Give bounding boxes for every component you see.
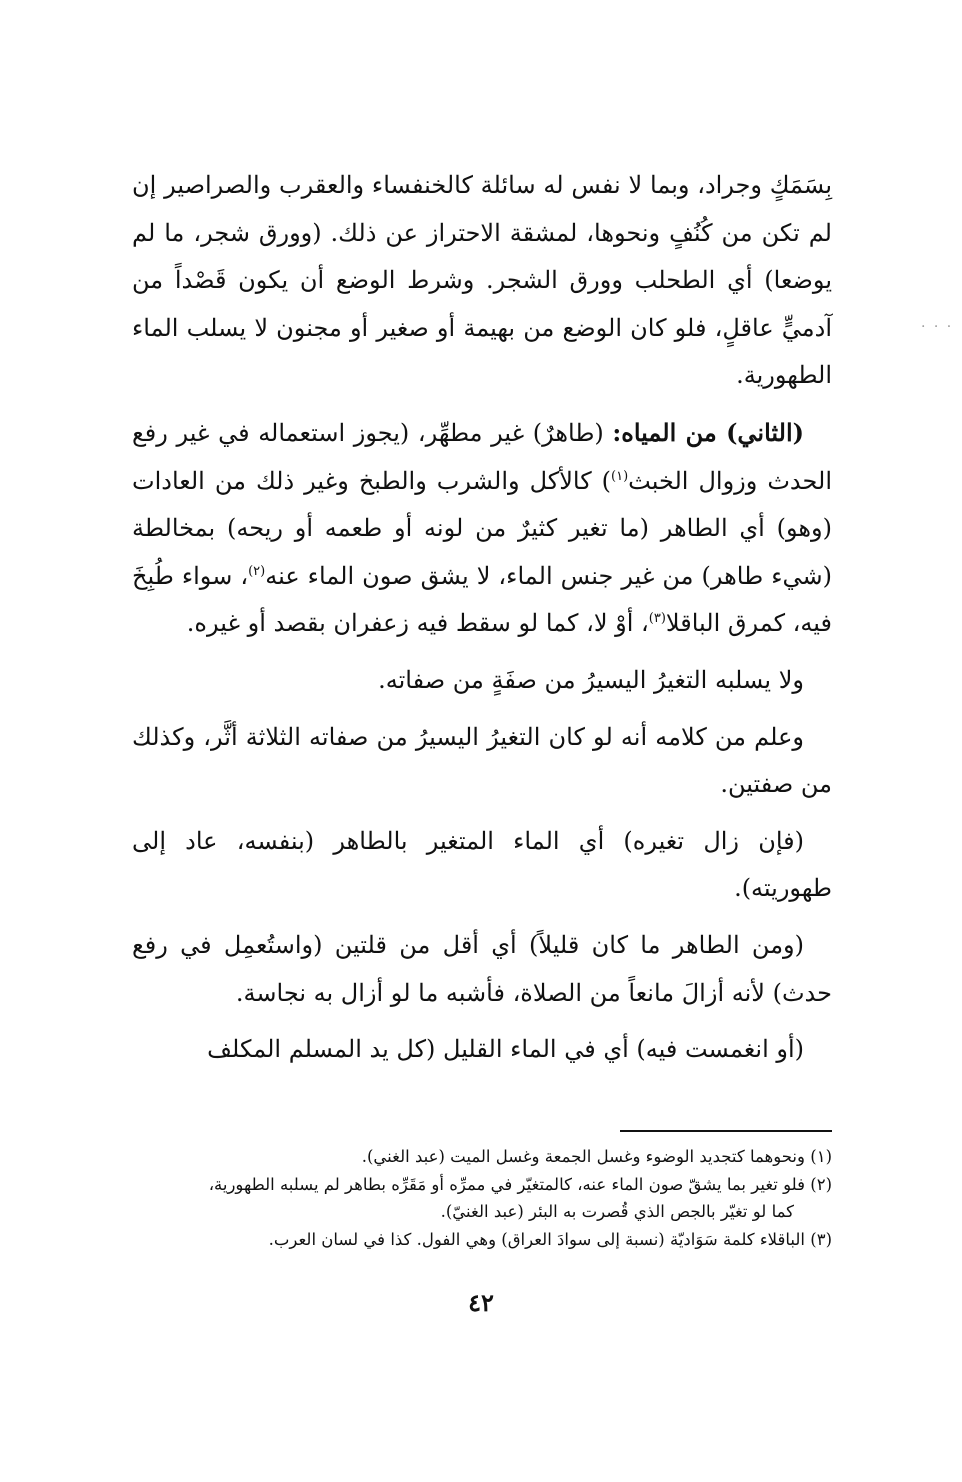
paragraph-5: (فإن زال تغيره) أي الماء المتغير بالطاهر (بنفسه، عاد إلى طهوريته). <box>132 826 832 903</box>
paragraph-2-text-1: (طاهرٌ) غير مطهِّر، (يجوز استعماله في غير رفع الحدث وزوال الخبث <box>132 418 832 495</box>
paragraph-2-text-4: ، أوْ لا، كما لو سقط فيه زعفران بقصد أو غيره. <box>186 609 649 638</box>
paragraph-2 <box>132 409 832 648</box>
paragraph-1-line-3: لم يوضعا) أي الطحلب وورق الشجر. وشرط الوضع أن يكون قَصْداً <box>132 218 832 295</box>
paragraph-2-text-2: ) كالأكل والشرب والطبخ وغير ذلك من العادات (وهو) أي الطاهر (ما تغير كثيرٌ من لونه أو طعمه أو ريحه) بمخالطة (شيء طاهر) من غير جنس الماء، لا يشق صون الماء عنه <box>132 466 832 590</box>
footnotes <box>132 1143 832 1253</box>
footnote-2-continuation: كما لو تغيّر بالجص الذي قُصرت به البئر (عبد الغنيّ). <box>440 1202 794 1221</box>
footnote-ref-1[interactable]: (١) <box>611 468 629 484</box>
paragraph-6: (ومن الطاهر ما كان قليلاً) أي أقل من قلتين (واستُعمِل في رفع حدث) لأنه أزالَ مانعاً من الصلاة، فأشبه ما لو أزال به نجاسة. <box>132 930 832 1007</box>
page-number: ٤٢ <box>468 1288 494 1317</box>
footnote-ref-3[interactable]: (٣) <box>648 611 666 627</box>
footnote-1: (١) ونحوهما كتجديد الوضوء وغسل الجمعة وغسل الميت (عبد الغني). <box>361 1147 832 1166</box>
paragraph-7: (أو انغمست فيه) أي في الماء القليل (كل يد المسلم المكلف <box>207 1035 804 1064</box>
paragraph-1-line-1: بِسَمَكٍ وجراد، وبما لا نفس له سائلة كالخنفساء والعقرب والصراصير إن <box>132 171 832 199</box>
footnote-3: (٣) الباقلاء كلمة سَوَاديّة (نسبة إلى سوادَ العراق) وهي الفول. كذا في لسان العرب. <box>268 1229 832 1249</box>
paragraph-2-text-3: ، سواء طُبِخَ فيه، كمرق الباقلا <box>132 561 832 638</box>
margin-mark: · · · <box>921 319 954 335</box>
paragraph-1 <box>132 162 832 400</box>
paragraph-4: وعلم من كلامه أنه لو كان التغيرُ اليسيرُ من صفاته الثلاثة أثَّر، وكذلك من صفتين. <box>132 722 832 799</box>
paragraph-1-line-4: من آدميٍّ عاقلٍ، فلو كان الوضع من بهيمة أو صغير أو مجنون لا يسلب <box>132 266 832 342</box>
footnote-2: (٢) فلو تغير بما يشقّ صون الماء عنه، كالمتغيّر في ممرِّه أو مَقَرِّه بطاهر لم يسلبه الطهورية، <box>208 1174 832 1194</box>
paragraph-1-line-2: لم تكن من كُنُفٍ ونحوها، لمشقة الاحتراز عن ذلك. (وورق شجر، ما <box>164 218 832 247</box>
main-text <box>132 162 832 1074</box>
paragraph-3: ولا يسلبه التغيرُ اليسيرُ من صفَةٍ من صفاته. <box>378 665 804 694</box>
footnote-separator <box>620 1130 832 1132</box>
paragraph-1-line-5: الماء الطهورية. <box>132 313 832 390</box>
section-heading: (الثاني) من المياه: <box>612 417 804 447</box>
footnote-ref-2[interactable]: (٢) <box>248 563 266 579</box>
